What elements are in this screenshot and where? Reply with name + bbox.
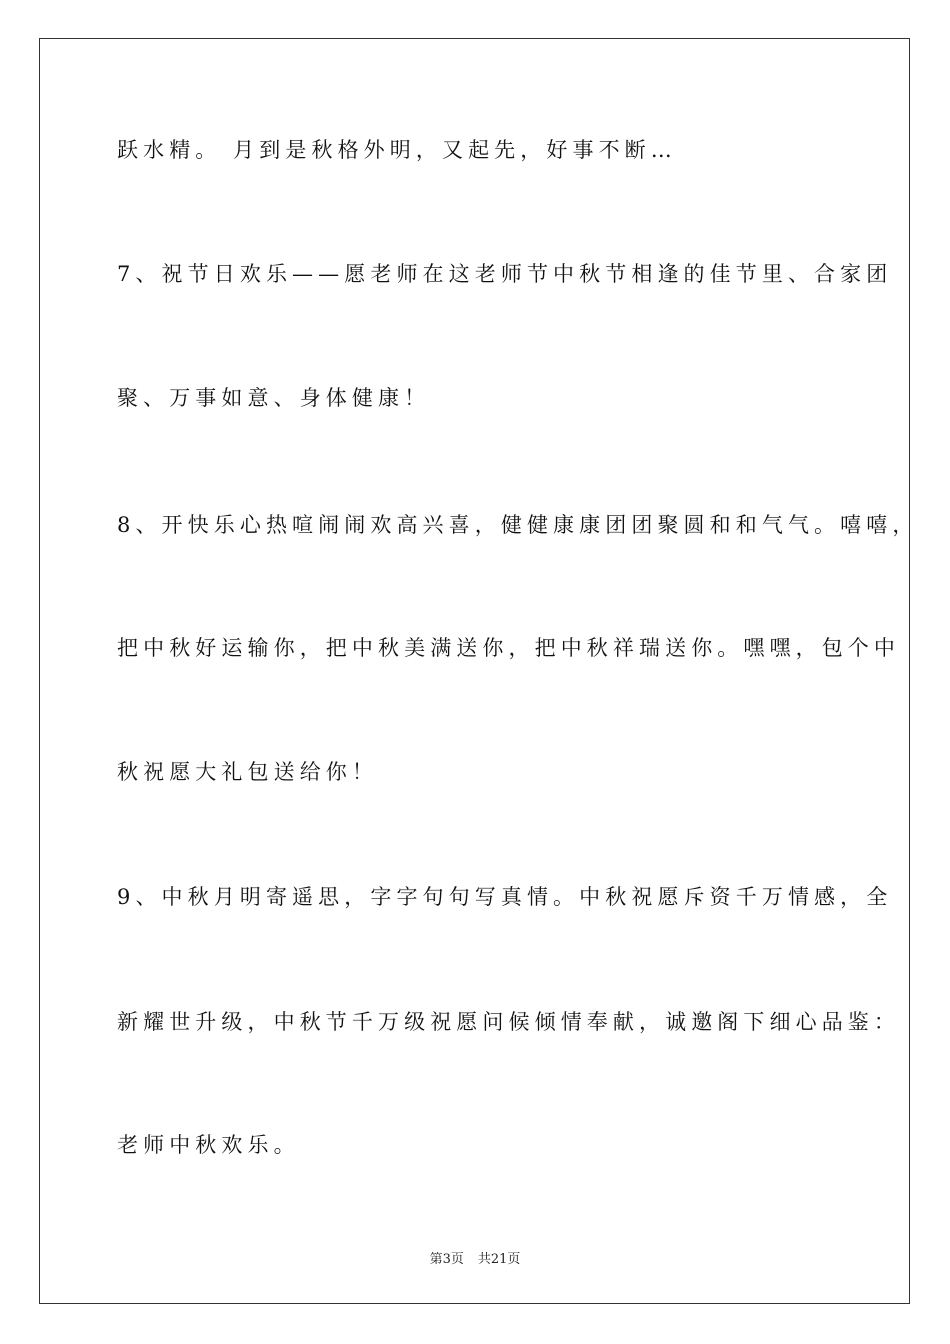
text-line-6: 秋祝愿大礼包送给你！: [117, 760, 378, 784]
text-line-1: 跃水精。 月到是秋格外明，又起先，好事不断…: [117, 138, 677, 162]
page-total: 共21页: [477, 1252, 521, 1267]
text-line-7: 9、中秋月明寄遥思，字字句句写真情。中秋祝愿斥资千万情感，全: [117, 885, 893, 909]
text-line-2: 7、祝节日欢乐——愿老师在这老师节中秋节相逢的佳节里、合家团: [117, 262, 893, 286]
page-footer: [0, 1248, 950, 1267]
text-line-9: 老师中秋欢乐。: [117, 1133, 300, 1157]
page-border: [39, 38, 910, 1304]
page-number: 第3页: [429, 1252, 464, 1267]
text-line-4: 8、开快乐心热喧闹闹欢高兴喜，健健康康团团聚圆和和气气。嘻嘻，: [117, 513, 919, 537]
text-line-8: 新耀世升级，中秋节千万级祝愿问候倾情奉献，诚邀阁下细心品鉴：: [117, 1010, 900, 1034]
text-line-5: 把中秋好运输你，把中秋美满送你，把中秋祥瑞送你。嘿嘿，包个中: [117, 636, 900, 660]
text-line-3: 聚、万事如意、身体健康！: [117, 386, 431, 410]
